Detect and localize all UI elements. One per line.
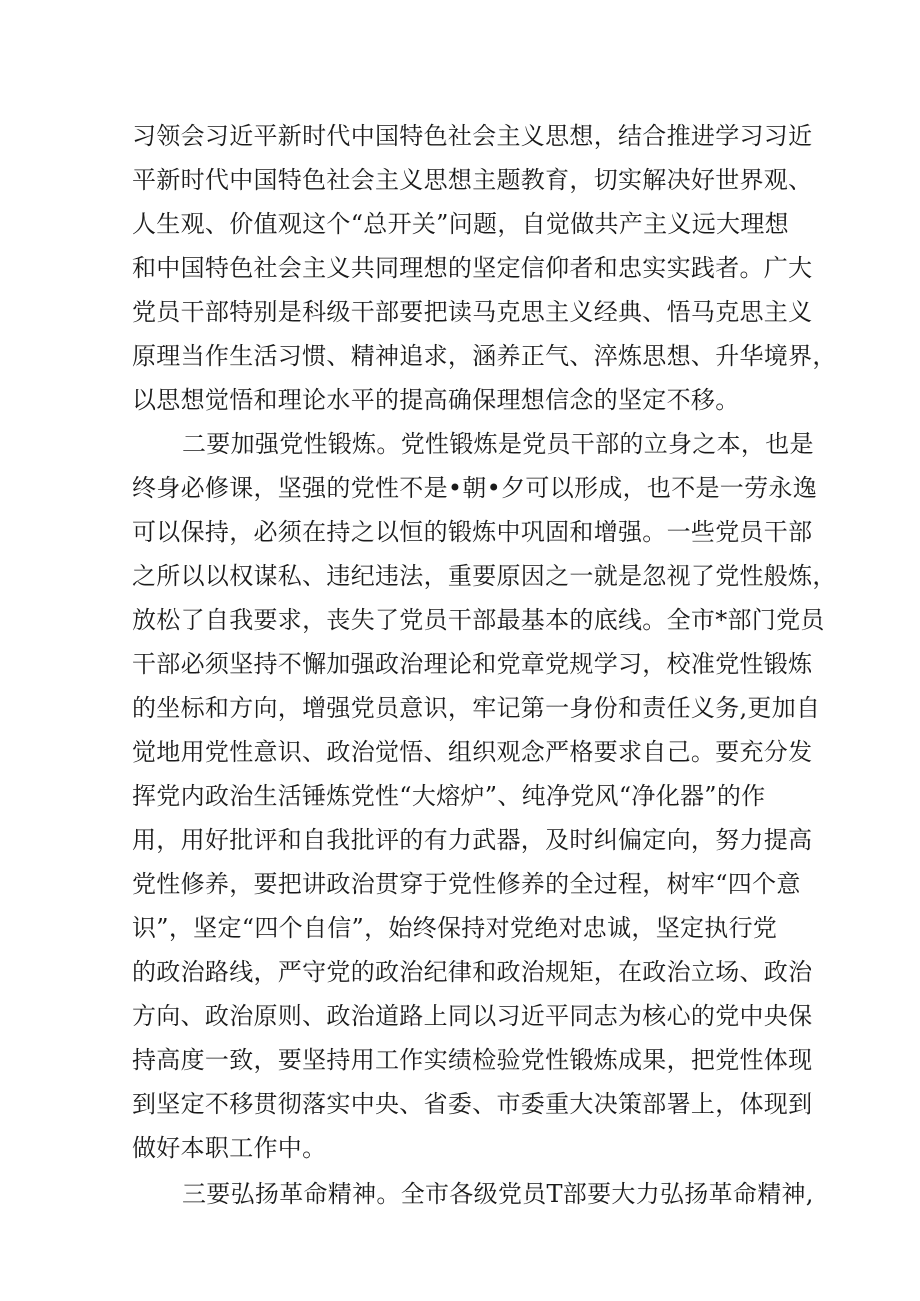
text-line: 到坚定不移贯彻落实中央、省委、市委重大决策部署上，体现到 <box>132 1090 813 1118</box>
text-line: 的政治路线，严守党的政治纪律和政治规矩，在政治立场、政治 <box>132 958 813 986</box>
text-line: 和中国特色社会主义共同理想的坚定信仰者和忠实实践者。广大 <box>132 254 813 282</box>
text-line: 做好本职工作中。 <box>132 1134 327 1162</box>
text-line: 方向、政治原则、政治道路上同以习近平同志为核心的党中央保 <box>132 1002 813 1030</box>
text-line: 觉地用党性意识、政治觉悟、组织观念严格要求自己。要充分发 <box>132 738 813 766</box>
text-line: 挥党内政治生活锤炼党性“大熔炉”、纯净党风“净化器”的作 <box>132 782 766 810</box>
text-line: 习领会习近平新时代中国特色社会主义思想，结合推进学习习近 <box>132 122 813 150</box>
text-line: 党性修养，要把讲政治贯穿于党性修养的全过程，树牢“四个意 <box>132 870 801 898</box>
text-line: 平新时代中国特色社会主义思想主题教育，切实解决好世界观、 <box>132 166 813 194</box>
paragraph-start-line: 三要弘扬革命精神。全市各级党员T部要大力弘扬革命精神, <box>182 1180 814 1208</box>
text-line: 终身必修课，坚强的党性不是•朝•夕可以形成，也不是一劳永逸 <box>132 474 818 502</box>
text-line: 用，用好批评和自我批评的有力武器，及时纠偏定向，努力提高 <box>132 826 813 854</box>
text-line: 干部必须坚持不懈加强政治理论和党章党规学习，校准党性锻炼 <box>132 650 813 678</box>
text-line: 放松了自我要求，丧失了党员干部最基本的底线。全市*部门党员 <box>132 606 825 634</box>
text-line: 之所以以权谋私、违纪违法，重要原因之一就是忽视了党性般炼， <box>132 562 837 590</box>
text-line: 原理当作生活习惯、精神追求，涵养正气、淬炼思想、升华境界， <box>132 342 837 370</box>
text-line: 以思想觉悟和理论水平的提高确保理想信念的坚定不移。 <box>132 386 740 414</box>
text-line: 的坐标和方向，增强党员意识，牢记第一身份和责任义务,更加自 <box>132 694 821 722</box>
paragraph-start-line: 二要加强党性锻炼。党性锻炼是党员干部的立身之本，也是 <box>182 430 814 458</box>
text-line: 可以保持，必须在持之以恒的锻炼中巩固和增强。一些党员干部 <box>132 518 813 546</box>
text-line: 党员干部特别是科级干部要把读马克思主义经典、悟马克思主义 <box>132 298 813 326</box>
text-line: 识”，坚定“四个自信”，始终保持对党绝对忠诚，坚定执行党 <box>132 914 778 942</box>
text-line: 人生观、价值观这个“总开关”问题，自觉做共产主义远大理想 <box>132 210 789 238</box>
text-line: 持高度一致，要坚持用工作实绩检验党性锻炼成果，把党性体现 <box>132 1046 813 1074</box>
